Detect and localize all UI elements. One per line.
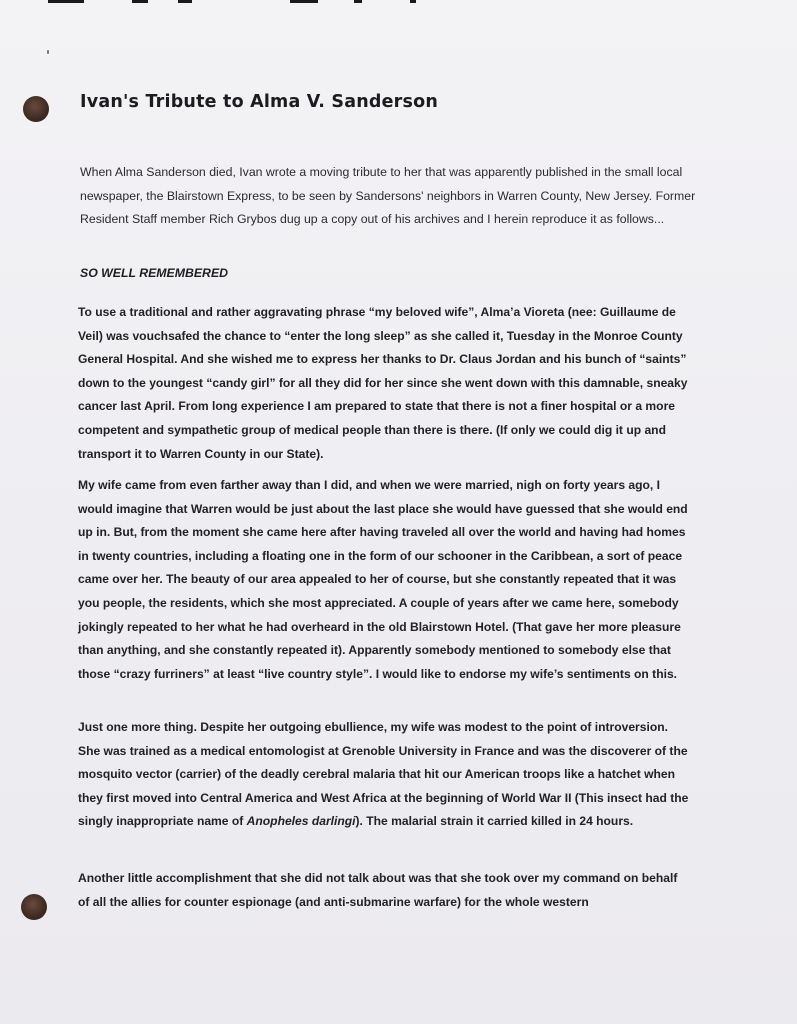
paragraph-text: Just one more thing. Despite her outgoing ebullience, my wife was modest to the point of introversion. She was trained as a medical entomologist at Grenoble University in France and was the discoverer of the mosquito vector (carrier) of the deadly cerebral malaria that hit our American troops like a hatchet when they first moved into Central America and West Africa at the beginning of World War II (This insect had the singly inappropriate name of: [78, 720, 689, 829]
scan-mark: [178, 0, 192, 3]
scan-mark: [410, 0, 416, 3]
scan-mark: [290, 0, 318, 3]
scan-mark: [354, 0, 362, 3]
species-name: Anopheles darlingi: [246, 814, 356, 829]
scan-mark: [132, 0, 148, 3]
body-paragraph-1: To use a traditional and rather aggravating phrase “my beloved wife”, Alma’a Vioreta (nee: Guillaume de Veil) was vouchsafed the chance to “enter the long sleep” as she called it, Tuesday in the Monroe County General Hospital. And she wished me to express her thanks to Dr. Claus Jordan and his bunch of “saints” down to the youngest “candy girl” for all they did for her since she went down with this damnable, sneaky cancer last April. From long experience I am prepared to state that there is not a finer hospital or a more competent and sympathetic group of medical people than there is there. (If only we could dig it up and transport it to Warren County in our State).: [78, 305, 688, 461]
scan-mark: [48, 0, 84, 3]
body-paragraph-3: [78, 716, 690, 834]
scan-speck: [47, 50, 49, 54]
body-paragraph-4: Another little accomplishment that she did not talk about was that she took over my command on behalf of all the allies for counter espionage (and anti-submarine warfare) for the whole western: [78, 871, 678, 909]
punch-hole-bottom: [21, 894, 47, 920]
scan-edge-marks: [0, 0, 797, 6]
intro-paragraph: When Alma Sanderson died, Ivan wrote a moving tribute to her that was apparently published in the small local newspaper, the Blairstown Express, to be seen by Sandersons' neighbors in Warren County, New Jersey. Former Resident Staff member Rich Grybos dug up a copy out of his archives and I herein reproduce it as follows...: [80, 165, 696, 226]
paragraph-text: ). The malarial strain it carried killed in 24 hours.: [355, 814, 634, 829]
document-title: Ivan's Tribute to Alma V. Sanderson: [80, 92, 438, 112]
punch-hole-top: [23, 96, 49, 122]
body-paragraph-2: My wife came from even farther away than I did, and when we were married, nigh on forty years ago, I would imagine that Warren would be just about the last place she would have guessed that she would end up in. But, from the moment she came here after having traveled all over the world and having had homes in twenty countries, including a floating one in the form of our schooner in the Caribbean, a sort of peace came over her. The beauty of our area appealed to her of course, but she constantly repeated that it was you people, the residents, which she most appreciated. A couple of years after we came here, somebody jokingly repeated to her what he had overheard in the old Blairstown Hotel. (That gave her more pleasure than anything, and she constantly repeated it). Apparently somebody mentioned to somebody else that those “crazy furriners” at least “live country style”. I would like to endorse my wife’s sentiments on this.: [78, 478, 688, 681]
section-heading: SO WELL REMEMBERED: [80, 266, 229, 280]
